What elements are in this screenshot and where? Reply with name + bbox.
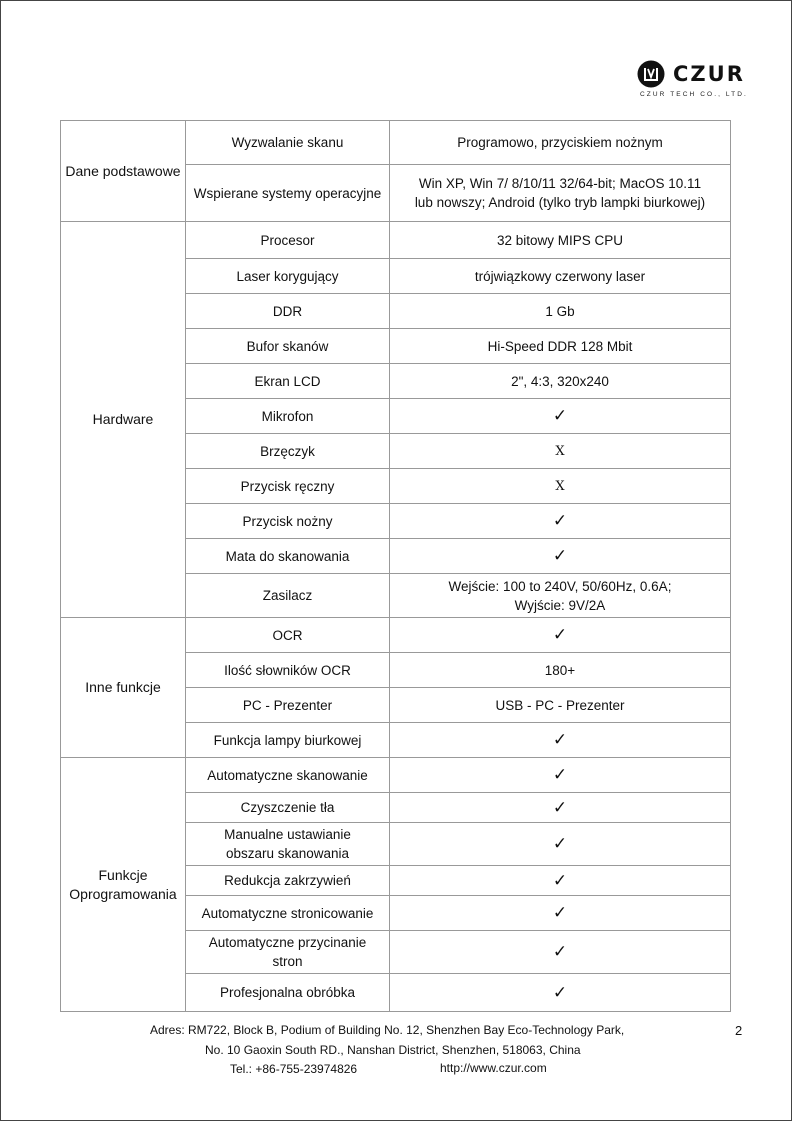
value-cell: trójwiązkowy czerwony laser <box>390 259 731 294</box>
checkmark-icon: ✓ <box>552 942 568 961</box>
value-cell <box>390 165 731 222</box>
table-row <box>61 618 731 653</box>
feature-cell: Automatyczne stronicowanie <box>186 896 390 931</box>
footer-website[interactable]: http://www.czur.com <box>440 1061 547 1075</box>
value-cell <box>390 823 731 866</box>
value-cell: 32 bitowy MIPS CPU <box>390 222 731 259</box>
feature-cell: Przycisk ręczny <box>186 469 390 504</box>
table-row <box>61 121 731 165</box>
value-cell: Hi-Speed DDR 128 Mbit <box>390 329 731 364</box>
category-cell <box>61 758 186 1012</box>
feature-cell: Wspierane systemy operacyjne <box>186 165 390 222</box>
feature-cell: Zasilacz <box>186 574 390 618</box>
feature-cell: Brzęczyk <box>186 434 390 469</box>
text-line: Oprogramowania <box>69 885 177 902</box>
checkmark-icon: ✓ <box>552 406 568 425</box>
czur-logo-icon <box>637 60 665 88</box>
feature-cell <box>186 931 390 974</box>
text-line: Manualne ustawianie <box>224 827 351 842</box>
feature-cell: Ekran LCD <box>186 364 390 399</box>
value-cell <box>390 399 731 434</box>
checkmark-icon: ✓ <box>552 982 568 1002</box>
value-cell <box>390 723 731 758</box>
value-cell <box>390 931 731 974</box>
feature-cell: Wyzwalanie skanu <box>186 121 390 165</box>
text-line: obszaru skanowania <box>225 846 350 861</box>
feature-cell: Czyszczenie tła <box>186 793 390 823</box>
specifications-table <box>60 120 731 1012</box>
feature-cell: Redukcja zakrzywień <box>186 866 390 896</box>
value-cell <box>390 866 731 896</box>
feature-cell: Profesjonalna obróbka <box>186 974 390 1012</box>
footer-address-line2: No. 10 Gaoxin South RD., Nanshan District, Shenzhen, 518063, China <box>205 1043 581 1057</box>
value-cell <box>390 574 731 618</box>
value-cell <box>390 758 731 793</box>
text-line: stron <box>272 954 303 969</box>
company-logo <box>637 58 747 102</box>
feature-cell: OCR <box>186 618 390 653</box>
value-cell: Programowo, przyciskiem nożnym <box>390 121 731 165</box>
value-cell <box>390 974 731 1012</box>
text-line: Win XP, Win 7/ 8/10/11 32/64-bit; MacOS 10.11 <box>418 176 702 191</box>
value-cell: 1 Gb <box>390 294 731 329</box>
text-line: Wejście: 100 to 240V, 50/60Hz, 0.6A; <box>448 578 672 594</box>
feature-cell: Procesor <box>186 222 390 259</box>
checkmark-icon: ✓ <box>552 625 568 644</box>
table-row <box>61 222 731 259</box>
value-cell <box>390 469 731 504</box>
value-cell <box>390 434 731 469</box>
page-number: 2 <box>735 1023 743 1038</box>
checkmark-icon: ✓ <box>552 870 568 890</box>
value-cell: 2", 4:3, 320x240 <box>390 364 731 399</box>
feature-cell: DDR <box>186 294 390 329</box>
feature-cell: Funkcja lampy biurkowej <box>186 723 390 758</box>
value-cell <box>390 793 731 823</box>
cross-icon: X <box>555 479 565 494</box>
feature-cell: Laser korygujący <box>186 259 390 294</box>
checkmark-icon: ✓ <box>552 903 568 922</box>
value-cell <box>390 618 731 653</box>
checkmark-icon: ✓ <box>552 730 568 749</box>
feature-cell <box>186 823 390 866</box>
checkmark-icon: ✓ <box>552 797 568 817</box>
value-cell: USB - PC - Prezenter <box>390 688 731 723</box>
value-cell <box>390 539 731 574</box>
feature-cell: PC - Prezenter <box>186 688 390 723</box>
value-cell <box>390 896 731 931</box>
category-cell: Hardware <box>61 222 186 618</box>
table-row <box>61 758 731 793</box>
text-line: Wyjście: 9V/2A <box>514 597 606 613</box>
footer-address-line1: Adres: RM722, Block B, Podium of Building No. 12, Shenzhen Bay Eco-Technology Park, <box>150 1023 625 1037</box>
feature-cell: Mikrofon <box>186 399 390 434</box>
text-line: lub nowszy; Android (tylko tryb lampki biurkowej) <box>414 195 706 210</box>
category-cell: Dane podstawowe <box>61 121 186 222</box>
value-cell: 180+ <box>390 653 731 688</box>
footer-phone: Tel.: +86-755-23974826 <box>230 1062 358 1076</box>
feature-cell: Przycisk nożny <box>186 504 390 539</box>
feature-cell: Ilość słowników OCR <box>186 653 390 688</box>
feature-cell: Bufor skanów <box>186 329 390 364</box>
logo-subtitle: CZUR TECH CO., LTD. <box>640 91 748 98</box>
text-line: Funkcje <box>98 866 148 883</box>
feature-cell: Mata do skanowania <box>186 539 390 574</box>
value-cell <box>390 504 731 539</box>
checkmark-icon: ✓ <box>552 546 568 565</box>
checkmark-icon: ✓ <box>552 765 568 784</box>
logo-wordmark: CZUR <box>673 62 745 86</box>
feature-cell: Automatyczne skanowanie <box>186 758 390 793</box>
checkmark-icon: ✓ <box>552 511 568 530</box>
cross-icon: X <box>555 444 565 459</box>
checkmark-icon: ✓ <box>552 834 568 853</box>
category-cell: Inne funkcje <box>61 618 186 758</box>
text-line: Automatyczne przycinanie <box>208 935 367 950</box>
